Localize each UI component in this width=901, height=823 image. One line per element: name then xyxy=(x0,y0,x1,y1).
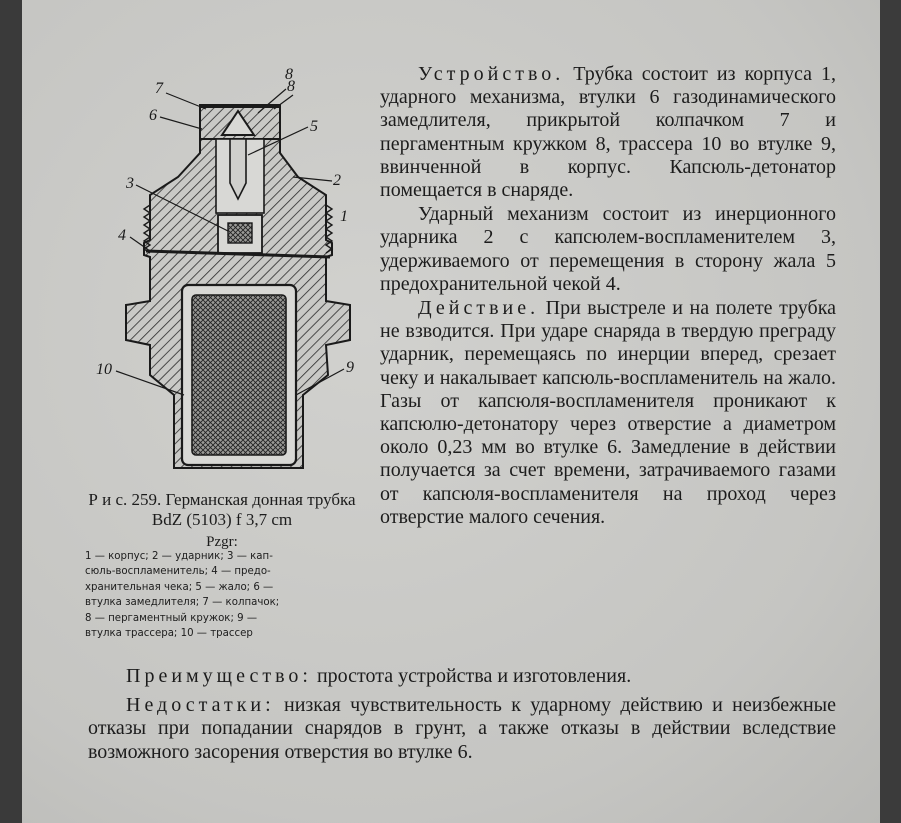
caption-title: Р и с. 259. Германская донная трубка BdZ (5103) f 3,7 cm xyxy=(88,490,356,529)
callout-6: 6 xyxy=(149,107,157,124)
callout-1: 1 xyxy=(340,208,348,225)
drawbacks-paragraph xyxy=(88,694,836,764)
mechanism-paragraph: Ударный механизм состоит из инерционного ударника 2 с капсюлем-воспламенителем 3, удерживаемого от перемещения в сторону жала 5 предохранительной чекой 4. xyxy=(380,203,836,295)
callout-2: 2 xyxy=(333,172,341,189)
drawbacks-body: низкая чувствительность к ударному действию и неизбежные отказы при попадании снарядов в грунт, а также отказы в действии вследствие возможного засорения отверстия во втулке 6. xyxy=(88,694,836,763)
callout-10: 10 xyxy=(96,361,112,378)
device-paragraph xyxy=(380,63,836,202)
device-body: Трубка состоит из корпуса 1, ударного механизма, втулки 6 газодинамического замедлителя, прикрытой колпачком 7 и пергаментным кружком 8, трассера 10 во втулке 9, ввинченной в корпус. Капсюль-детонатор помещается в снаряде. xyxy=(380,63,837,202)
scan-edge-left xyxy=(0,0,22,823)
callout-8: 8 xyxy=(285,66,293,83)
advantage-heading: Преимущество: xyxy=(126,665,312,687)
legend-line: хранительная чека; 5 — жало; 6 — xyxy=(85,581,274,593)
action-paragraph xyxy=(380,297,836,529)
main-text-column xyxy=(380,63,836,529)
primer xyxy=(228,223,252,243)
figure-caption xyxy=(86,490,358,552)
advantage-paragraph xyxy=(88,665,836,688)
callout-3: 3 xyxy=(126,175,134,192)
bottom-text xyxy=(88,665,836,764)
legend-line: 1 — корпус; 2 — ударник; 3 — кап- xyxy=(85,551,273,562)
legend-line: сюль-воспламенитель; 4 — предо- xyxy=(85,566,271,578)
action-heading: Действие. xyxy=(418,297,540,320)
callout-9: 9 xyxy=(346,359,354,376)
device-heading: Устройство. xyxy=(418,63,565,85)
scan-edge-right xyxy=(880,0,901,823)
fuze-cross-section xyxy=(88,65,378,483)
drawbacks-heading: Недостатки: xyxy=(126,694,275,717)
legend-line: втулка трассера; 10 — трассер xyxy=(85,628,253,640)
fuze-diagram xyxy=(88,65,378,483)
legend-line: втулка замедлителя; 7 — колпачок; xyxy=(85,597,280,609)
callout-5: 5 xyxy=(310,118,318,135)
tracer xyxy=(192,295,286,455)
callout-7: 7 xyxy=(155,80,163,97)
action-body: При выстреле и на полете трубка не взводится. При ударе снаряда в твердую преграду ударник, перемещаясь по инерции вперед, срезает чеку и накалывает капсюль-воспламенитель на жало. Газы от капсюля-воспламенителя проникают к капсюлю-детонатору через отверстие a диаметром около 0,23 мм во втулке 6. Замедление в действии получается за счет времени, затрачиваемого газами от капсюля-воспламенителя на проход через отверстие малого сечения. xyxy=(380,297,837,528)
legend-line: 8 — пергаментный кружок; 9 — xyxy=(85,612,258,624)
callout-8-alt: 8 xyxy=(287,78,295,95)
caption-sub: Pzgr: xyxy=(206,534,238,550)
figure-legend xyxy=(85,549,355,641)
advantage-body: простота устройства и изготовления. xyxy=(316,665,632,687)
callout-4: 4 xyxy=(118,227,126,244)
